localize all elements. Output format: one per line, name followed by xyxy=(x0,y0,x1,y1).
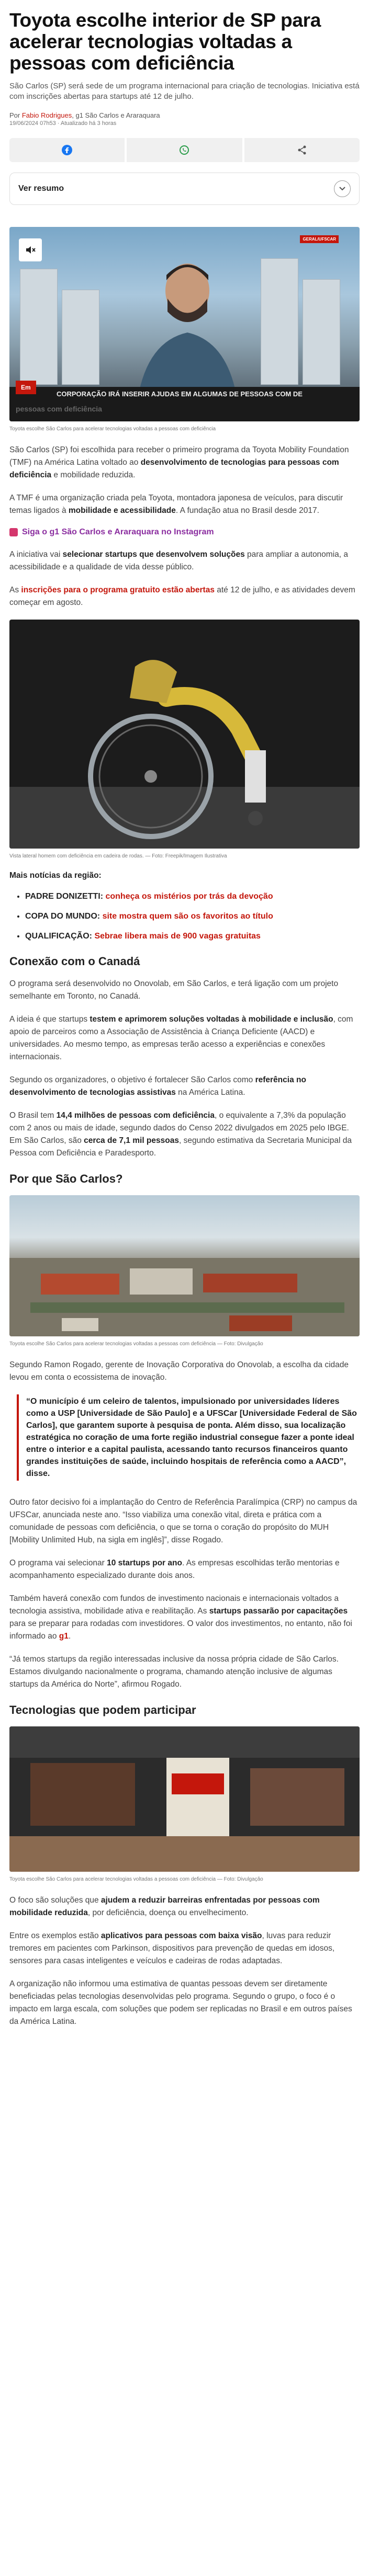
section-heading-technologies: Tecnologias que podem participar xyxy=(9,1703,196,1716)
related-news-item: • COPA DO MUNDO: site mostra quem são os favoritos ao título xyxy=(25,912,360,921)
related-news-link[interactable]: Sebrae libera mais de 900 vagas gratuitas xyxy=(94,932,261,941)
related-news-link[interactable]: site mostra quem são os favoritos ao título xyxy=(102,912,273,921)
related-news-item: • QUALIFICAÇÃO: Sebrae libera mais de 900 vagas gratuitas xyxy=(25,932,360,941)
video-background-building xyxy=(303,279,340,385)
paragraph: O foco são soluções que ajudem a reduzir barreiras enfrentadas por pessoas com mobilidade reduzida, por deficiência, doença ou envelhecimento. xyxy=(9,1896,320,1917)
video-headline-secondary: pessoas com deficiência xyxy=(16,405,102,413)
paragraph: “Já temos startups da região interessadas inclusive da nossa própria cidade de São Carlos. Estamos divulgando nacionalmente o programa, chamando atenção inclusive de algumas startups da América do Norte”, afirmou Rogado. xyxy=(9,1655,339,1689)
section-heading-why-sao-carlos: Por que São Carlos? xyxy=(9,1172,123,1185)
paragraph: Outro fator decisivo foi a implantação do Centro de Referência Paralímpica (CRP) no campus da UFSCar, anunciada neste ano. “Isso viabiliza uma conexão vital, direta e prática com a comunidade de pessoas com deficiência, o que se torna o coração do propósito do MUH [Mobility Unlimited Hub, na sigla em inglês]”, disse Rogado. xyxy=(9,1498,357,1544)
page-subtitle: São Carlos (SP) será sede de um programa internacional para criação de tecnologias. Iniciativa está com inscrições abertas para startups até 12 de julho. xyxy=(9,82,360,101)
paragraph: Entre os exemplos estão aplicativos para pessoas com baixa visão, luvas para reduzir tremores em pacientes com Parkinson, dispositivos para prevenção de quedas em idosos, sensores para casas inteligentes e veículos e cadeiras de rodas adaptadas. xyxy=(9,1931,335,1965)
innovation-hub-illustration xyxy=(9,1726,360,1872)
paragraph: As inscrições para o programa gratuito estão abertas até 12 de julho, e as atividades devem começar em agosto. xyxy=(9,586,355,607)
related-news-title: Mais notícias da região: xyxy=(9,871,102,880)
share-bar xyxy=(9,138,360,162)
paragraph: A ideia é que startups testem e aprimorem soluções voltadas à mobilidade e inclusão, com apoio de parceiros como a Associação de Assistência à Criança Deficiente (AACD) e universidades. Ao mesmo tempo, as empresas terão acesso a experiências e conexões internacionais. xyxy=(9,1015,353,1061)
author-link[interactable]: Fabio Rodrigues xyxy=(21,111,72,119)
photo-caption: Toyota escolhe São Carlos para acelerar tecnologias voltadas a pessoas com deficiência — Foto: Divulgação xyxy=(9,1341,263,1347)
photo-caption: Vista lateral homem com deficiência em cadeira de rodas. — Foto: Freepik/Imagem Ilustrativa xyxy=(9,853,227,859)
paragraph: O programa vai selecionar 10 startups por ano. As empresas escolhidas terão mentorias e acompanhamento especializado durante dois anos. xyxy=(9,1559,340,1580)
instagram-follow-link[interactable]: Siga o g1 São Carlos e Araraquara no Instagram xyxy=(9,528,360,537)
speaker-muted-icon xyxy=(25,244,36,256)
video-tag: Em xyxy=(16,381,36,394)
video-caption: Toyota escolhe São Carlos para acelerar tecnologias voltadas a pessoas com deficiência xyxy=(9,426,216,432)
paragraph: A iniciativa vai selecionar startups que desenvolvem soluções para ampliar a autonomia, a acessibilidade e a qualidade de vida desse público. xyxy=(9,550,349,571)
paragraph: Também haverá conexão com fundos de investimento nacionais e internacionais voltados a tecnologia assistiva, mobilidade ativa e reabilitação. As startups passarão por capacitações para se preparar para rodadas com investidores. O valor dos investimentos, no entanto, não foi informado ao g1. xyxy=(9,1594,352,1641)
byline-suffix: , g1 São Carlos e Araraquara xyxy=(72,111,160,119)
paragraph: O Brasil tem 14,4 milhões de pessoas com deficiência, o equivalente a 7,3% da população com 2 anos ou mais de idade, segundo dados do Censo 2022 divulgados em 2025 pelo IBGE. Em São Carlos, são cerca de 7,1 mil pessoas, segundo estimativa da Secretaria Municipal da Pessoa com Deficiência e Paradesporto. xyxy=(9,1111,352,1158)
inline-link[interactable]: g1 xyxy=(59,1632,69,1641)
chevron-down-icon xyxy=(334,180,351,197)
aerial-city-photo xyxy=(9,1195,360,1336)
innovation-hub-photo xyxy=(9,1726,360,1872)
video-background-building xyxy=(20,269,58,385)
whatsapp-share-button[interactable] xyxy=(127,138,242,162)
summary-toggle[interactable] xyxy=(9,173,360,205)
photo-caption: Toyota escolhe São Carlos para acelerar tecnologias voltadas a pessoas com deficiência — Foto: Divulgação xyxy=(9,1876,263,1882)
paragraph: São Carlos (SP) foi escolhida para receber o primeiro programa da Toyota Mobility Foundation (TMF) na América Latina voltado ao desenvolvimento de tecnologias para pessoas com deficiência e mobilidade reduzida. xyxy=(9,445,349,479)
inline-link[interactable]: inscrições para o programa gratuito estão abertas xyxy=(21,586,215,594)
video-player[interactable] xyxy=(9,227,360,421)
summary-label: Ver resumo xyxy=(18,184,64,193)
share-icon xyxy=(297,145,307,155)
page-title: Toyota escolhe interior de SP para acelerar tecnologias voltadas a pessoas com deficiência xyxy=(9,9,321,74)
byline xyxy=(9,111,360,119)
related-news-item: • PADRE DONIZETTI: conheça os mistérios por trás da devoção xyxy=(25,892,360,901)
wheelchair-illustration xyxy=(9,620,360,849)
paragraph: A organização não informou uma estimativa de quantas pessoas devem ser diretamente beneficiadas pelas tecnologias desenvolvidas pelo programa. Segundo o grupo, o foco é o impacto em larga escala, com soluções que podem ser replicadas no Brasil e em outros países da América Latina. xyxy=(9,1979,352,2026)
paragraph: O programa será desenvolvido no Onovolab, em São Carlos, e terá ligação com um projeto semelhante em Toronto, no Canadá. xyxy=(9,979,339,1001)
publish-date: 19/06/2024 07h53 · Atualizado há 3 horas xyxy=(9,120,117,127)
generic-share-button[interactable] xyxy=(244,138,360,162)
paragraph: A TMF é uma organização criada pela Toyota, montadora japonesa de veículos, para discutir temas ligados à mobilidade e acessibilidade. A fundação atua no Brasil desde 2017. xyxy=(9,494,343,515)
instagram-icon xyxy=(9,528,18,536)
facebook-icon xyxy=(62,145,72,155)
related-news-list xyxy=(9,892,360,941)
related-news-link[interactable]: conheça os mistérios por trás da devoção xyxy=(105,892,273,901)
facebook-share-button[interactable] xyxy=(9,138,125,162)
paragraph: Segundo os organizadores, o objetivo é fortalecer São Carlos como referência no desenvolvimento de tecnologias assistivas na América Latina. xyxy=(9,1075,306,1097)
video-background-building xyxy=(261,258,298,385)
video-headline: CORPORAÇÃO IRÁ INSERIR AJUDAS EM ALGUMAS DE PESSOAS COM DE xyxy=(57,390,303,398)
aerial-city-illustration xyxy=(9,1195,360,1336)
section-heading-canada: Conexão com o Canadá xyxy=(9,955,140,968)
whatsapp-icon xyxy=(179,145,189,155)
paragraph: Segundo Ramon Rogado, gerente de Inovação Corporativa do Onovolab, a escolha da cidade levou em conta o ecossistema de inovação. xyxy=(9,1360,349,1382)
pull-quote: “O município é um celeiro de talentos, impulsionado por universidades líderes como a USP [Universidade de São Paulo] e a UFSCar [Universidade Federal de São Carlos], que garantem suporte à pesquisa de ponta. Além disso, sua localização estratégica no coração de uma forte região industrial consegue fazer a ponte ideal entre o interior e a capital paulista, acessando tanto recursos financeiros quanto grandes instituições de saúde, incluindo hospitais de referência como a AACD”, disse. xyxy=(17,1394,360,1481)
video-lower-third xyxy=(9,384,360,421)
wheelchair-photo xyxy=(9,620,360,849)
video-background-building xyxy=(62,290,99,385)
byline-prefix: Por xyxy=(9,111,20,119)
mute-button[interactable] xyxy=(19,238,42,261)
video-channel-badge: GERAL/UFSCAR xyxy=(300,235,339,243)
